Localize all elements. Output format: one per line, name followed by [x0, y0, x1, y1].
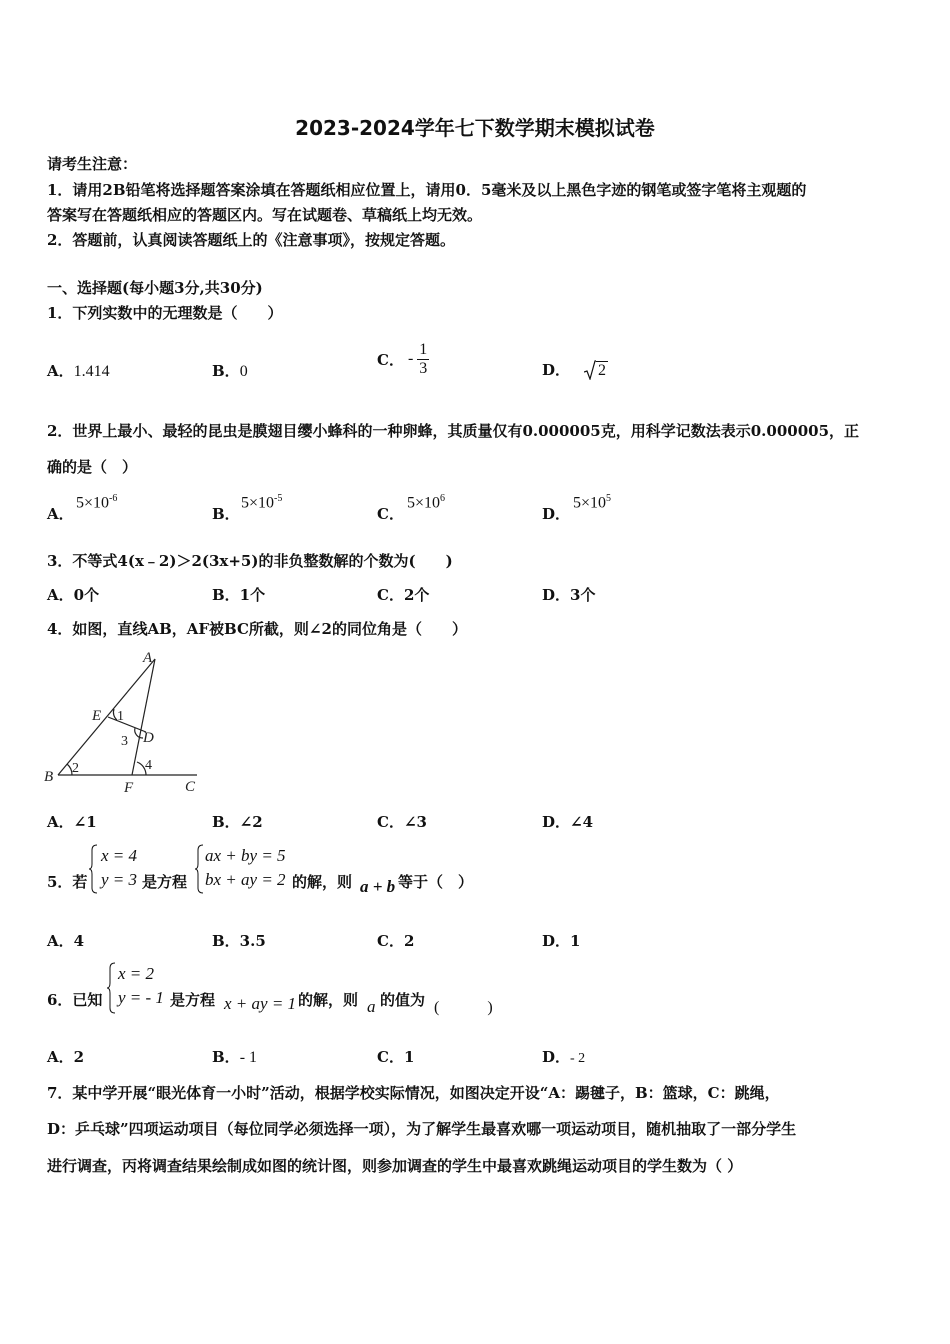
- left-brace-icon: [106, 962, 116, 1014]
- label-angle-3: 3: [121, 734, 128, 749]
- left-brace-icon: [194, 844, 204, 894]
- q2-option-a-value: $5\times 10^{-6}$: [76, 493, 118, 512]
- fraction-one-third: $\frac{1}{3}$: [419, 340, 428, 377]
- label-e: E: [92, 708, 102, 724]
- q5-system-1: x = 4 y = 3: [101, 846, 138, 889]
- q5-option-a: A．4: [47, 932, 85, 950]
- q5-expression: a + b: [360, 877, 396, 896]
- q4-option-d: D．∠4: [542, 813, 594, 831]
- q1-option-a: A．1.414: [47, 362, 110, 380]
- left-brace-icon: [88, 844, 98, 894]
- q7-stem-line3: 进行调查，丙将调查结果绘制成如图的统计图，则参加调查的学生中最喜欢跳绳运动项目的学生数为（ ）: [47, 1157, 743, 1175]
- notice-line-1a: 1．请用2B铅笔将选择题答案涂填在答题纸相应位置上，请用0．5毫米及以上黑色字迹的钢笔或签字笔将主观题的: [47, 181, 807, 199]
- q5-option-d: D．1: [542, 932, 581, 950]
- label-c: C: [185, 779, 196, 795]
- q6-system: x = 2 y = - 1: [118, 964, 164, 1007]
- q6-option-c: C．1: [377, 1048, 415, 1066]
- q5-option-c: C．2: [377, 932, 415, 950]
- q5-suffix: 等于（ ）: [398, 873, 474, 891]
- label-d: D: [143, 730, 154, 746]
- q2-stem-line1: 2．世界上最小、最轻的昆虫是膜翅目缨小蜂科的一种卵蜂，其质量仅有0.000005克，用科学记数法表示0.000005，正: [47, 422, 860, 440]
- q2-option-c: C．: [377, 505, 404, 523]
- q2-stem-line2: 确的是（ ）: [47, 458, 138, 476]
- q7-stem-line2: D：乒乓球”四项运动项目（每位同学必须选择一项），为了解学生最喜欢哪一项运动项目，随机抽取了一部分学生: [47, 1120, 797, 1138]
- notice-line-1b: 答案写在答题纸相应的答题区内。写在试题卷、草稿纸上均无效。: [47, 206, 483, 224]
- q2-option-a: A．: [47, 505, 74, 523]
- label-angle-4: 4: [145, 758, 152, 773]
- segment-ed: [108, 717, 146, 732]
- q2-option-b: B．: [212, 505, 240, 523]
- q1-stem: 1．下列实数中的无理数是（ ）: [47, 304, 283, 322]
- q4-geometry-figure: [42, 645, 202, 797]
- q6-option-d: D．- 2: [542, 1048, 586, 1066]
- q2-option-d-value: $5\times 10^5$: [573, 493, 612, 512]
- q6-equation: x + ay = 1: [224, 994, 297, 1013]
- q3-stem: 3．不等式4(x﹣2)＞2(3x+5)的非负整数解的个数为( ): [47, 552, 453, 570]
- line-ba: [58, 659, 155, 775]
- q3-option-c: C．2个: [377, 586, 430, 604]
- q2-option-c-value: $5\times 10^6$: [407, 493, 446, 512]
- label-b: B: [44, 769, 54, 785]
- q5-mid-text: 是方程: [142, 873, 188, 891]
- q4-option-a: A．∠1: [47, 813, 97, 831]
- q6-mid-text-2: 的解，则: [298, 991, 359, 1009]
- q3-option-a: A．0个: [47, 586, 100, 604]
- q5-prefix: 5．若: [47, 873, 88, 891]
- q7-stem-line1: 7．某中学开展“眼光体育一小时”活动，根据学校实际情况，如图决定开设“A：踢毽子，B：篮球，C：跳绳，: [47, 1084, 780, 1102]
- q6-variable: a: [367, 997, 376, 1016]
- q3-option-d: D．3个: [542, 586, 596, 604]
- radical-sign-icon: [584, 360, 596, 380]
- q6-prefix: 6．已知: [47, 991, 103, 1009]
- q5-mid-text-2: 的解，则: [292, 873, 353, 891]
- section-heading: 一、选择题(每小题3分,共30分): [47, 279, 263, 297]
- q1-option-d: D． 2: [542, 361, 607, 379]
- q1-option-b: B．0: [212, 362, 248, 380]
- q6-suffix: 的值为: [380, 991, 426, 1009]
- notice-heading: 请考生注意：: [47, 155, 138, 173]
- page-title: 2023-2024学年七下数学期末模拟试卷: [295, 116, 655, 140]
- q6-option-b: B．- 1: [212, 1048, 258, 1066]
- q5-option-b: B．3.5: [212, 932, 266, 950]
- q1-option-c: C． - $\frac{1}{3}$: [377, 340, 428, 377]
- q3-option-b: B．1个: [212, 586, 266, 604]
- q5-system-2: ax + by = 5 bx + ay = 2: [205, 846, 286, 889]
- q2-option-d: D．: [542, 505, 571, 523]
- label-a: A: [143, 650, 153, 666]
- q6-answer-paren: ( ): [434, 999, 493, 1016]
- q4-option-c: C．∠3: [377, 813, 427, 831]
- label-f: F: [124, 780, 134, 796]
- label-angle-1: 1: [117, 709, 124, 724]
- label-angle-2: 2: [72, 761, 79, 776]
- notice-line-2: 2．答题前，认真阅读答题纸上的《注意事项》，按规定答题。: [47, 231, 455, 249]
- q6-option-a: A．2: [47, 1048, 85, 1066]
- q2-option-b-value: $5\times 10^{-5}$: [241, 493, 283, 512]
- q4-option-b: B．∠2: [212, 813, 263, 831]
- q6-mid-text: 是方程: [170, 991, 216, 1009]
- q4-stem: 4．如图，直线AB，AF被BC所截，则∠2的同位角是（ ）: [47, 620, 467, 638]
- sqrt-expression: 2: [584, 360, 608, 380]
